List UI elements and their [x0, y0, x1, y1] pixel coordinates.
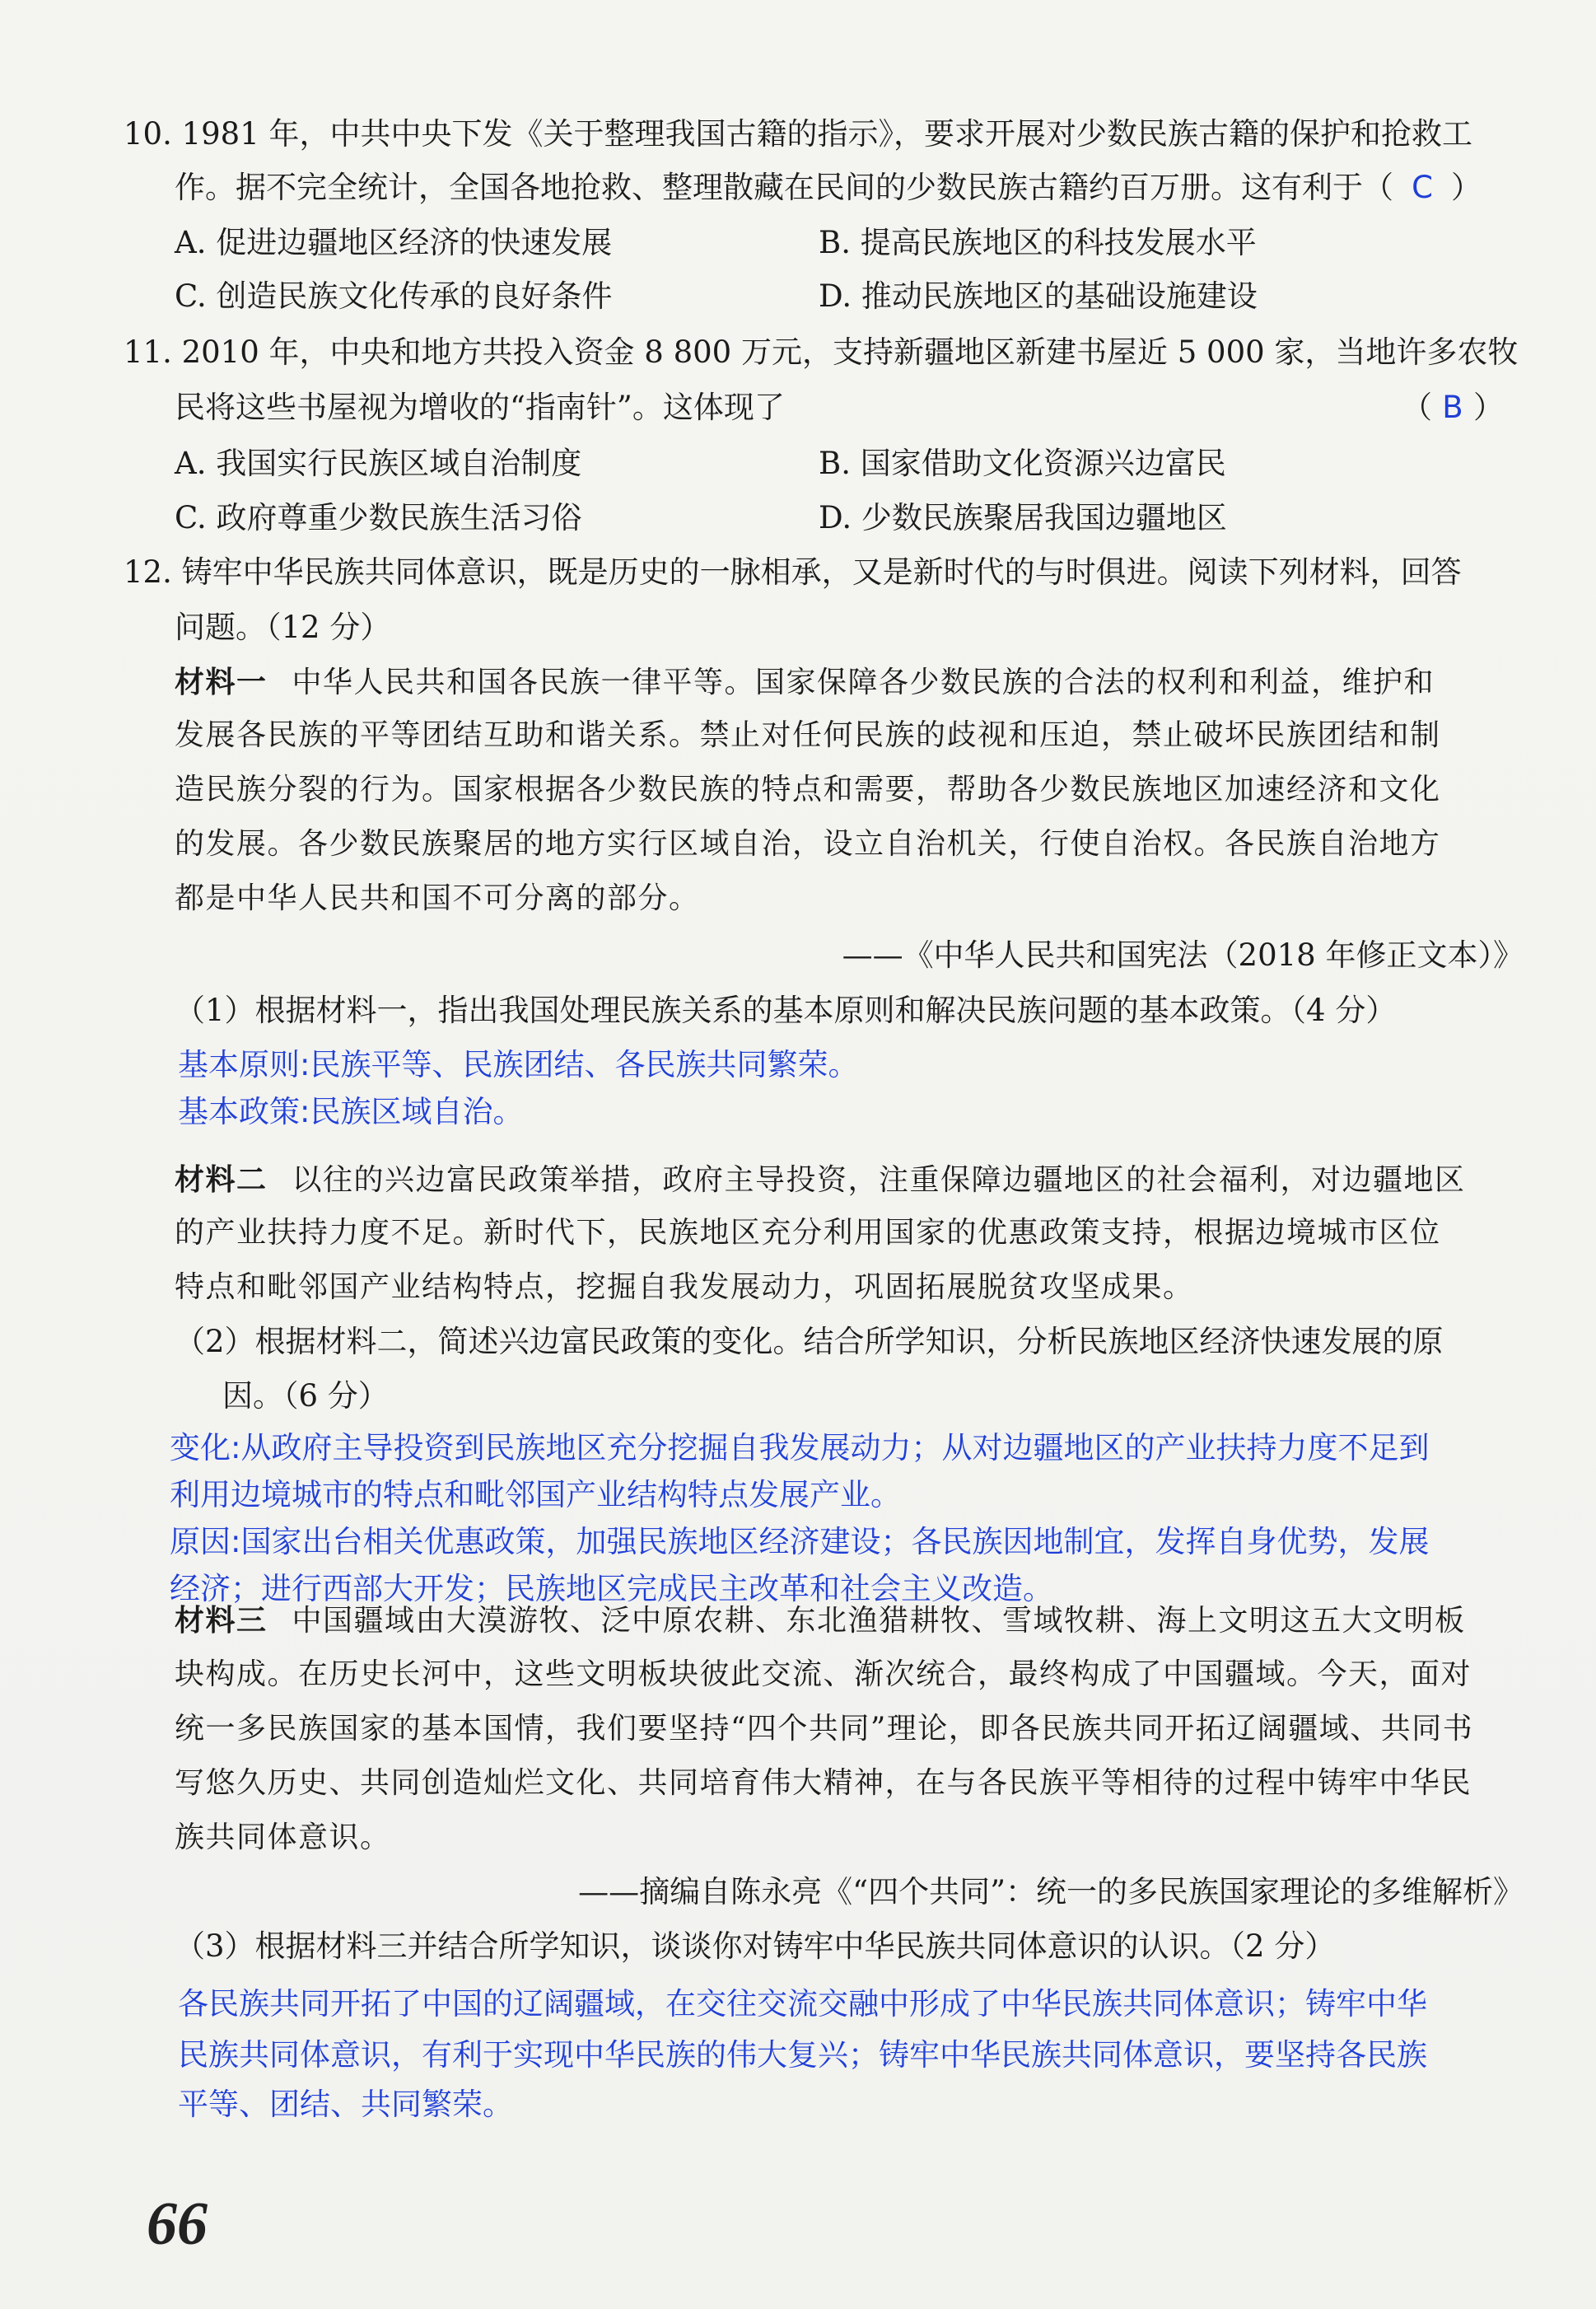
q11-option-c: C. 政府尊重少数民族生活习俗 [175, 500, 582, 535]
material2-line3: 特点和毗邻国产业结构特点，挖掘自我发展动力，巩固拓展脱贫攻坚成果。 [175, 1270, 1194, 1304]
material1-line4: 的发展。各少数民族聚居的地方实行区域自治，设立自治机关，行使自治权。各民族自治地方 [175, 827, 1441, 861]
material2-line1 [175, 1159, 1466, 1201]
q10-option-b: B. 提高民族地区的科技发展水平 [819, 225, 1257, 260]
q10-option-c: C. 创造民族文化传承的良好条件 [175, 278, 613, 314]
q11-answer-bracket [1402, 387, 1504, 428]
material1-line5: 都是中华人民共和国不可分离的部分。 [175, 881, 700, 915]
material3-source: ——摘编自陈永亮《“四个共同”：统一的多民族国家理论的多维解析》 [578, 1874, 1524, 1909]
subquestion-3: （3）根据材料三并结合所学知识，谈谈你对铸牢中华民族共同体意识的认识。（2 分） [175, 1928, 1336, 1964]
material1-label: 材料一 [175, 665, 268, 699]
subquestion-2-line2: 因。（6 分） [222, 1378, 389, 1414]
material1-line2: 发展各民族的平等团结互助和谐关系。禁止对任何民族的歧视和压迫，禁止破坏民族团结和制 [175, 718, 1441, 752]
answer-2-line4: 经济；进行西部大开发；民族地区完成民主改革和社会主义改造。 [170, 1571, 1053, 1606]
material1-line3: 造民族分裂的行为。国家根据各少数民族的特点和需要，帮助各少数民族地区加速经济和文化 [175, 773, 1441, 806]
q10-paren-close: ） [1451, 170, 1482, 205]
material3-line4: 写悠久历史、共同创造灿烂文化、共同培育伟大精神，在与各民族平等相待的过程中铸牢中华民 [175, 1766, 1472, 1800]
q11-option-d: D. 少数民族聚居我国边疆地区 [819, 500, 1227, 535]
q11-stem-line2: 民将这些书屋视为增收的“指南针”。这体现了 [175, 390, 785, 425]
material3-line5: 族共同体意识。 [175, 1821, 391, 1854]
q12-stem-line2: 问题。（12 分） [175, 610, 391, 645]
subquestion-2-line1: （2）根据材料二，简述兴边富民政策的变化。结合所学知识，分析民族地区经济快速发展的原 [175, 1324, 1444, 1359]
answer-3-line3: 平等、团结、共同繁荣。 [178, 2087, 513, 2122]
q10-stem-line1: 10. 1981 年，中共中央下发《关于整理我国古籍的指示》，要求开展对少数民族古籍的保护和抢救工 [124, 116, 1473, 152]
answer-1-line2: 基本政策:民族区域自治。 [178, 1094, 524, 1129]
q11-paren-close: ） [1473, 390, 1504, 425]
q10-option-d: D. 推动民族地区的基础设施建设 [819, 278, 1258, 314]
material1-source: ——《中华人民共和国宪法（2018 年修正文本）》 [842, 937, 1524, 973]
material3-text: 中国疆域由大漠游牧、泛中原农耕、东北渔猎耕牧、雪域牧耕、海上文明这五大文明板 [292, 1604, 1466, 1638]
answer-3-line2: 民族共同体意识，有利于实现中华民族的伟大复兴；铸牢中华民族共同体意识，要坚持各民族 [178, 2037, 1427, 2073]
q10-stem-text: 作。据不完全统计，全国各地抢救、整理散藏在民间的少数民族古籍约百万册。这有利于（ [175, 170, 1393, 205]
subquestion-1: （1）根据材料一，指出我国处理民族关系的基本原则和解决民族问题的基本政策。（4 分） [175, 993, 1397, 1028]
material1-line1 [175, 661, 1435, 703]
answer-3-line1: 各民族共同开拓了中国的辽阔疆域，在交往交流交融中形成了中华民族共同体意识；铸牢中华 [178, 1986, 1427, 2022]
material2-line2: 的产业扶持力度不足。新时代下，民族地区充分利用国家的优惠政策支持，根据边境城市区位 [175, 1216, 1441, 1250]
q11-answer: B [1442, 390, 1463, 425]
material3-label: 材料三 [175, 1603, 268, 1638]
q12-stem-line1: 12. 铸牢中华民族共同体意识，既是历史的一脉相承，又是新时代的与时俱进。阅读下列材料，回答 [124, 554, 1462, 590]
q11-stem-line1: 11. 2010 年，中央和地方共投入资金 8 800 万元，支持新疆地区新建书屋近 5 000 家，当地许多农牧 [124, 334, 1519, 370]
q11-paren-open: （ [1402, 390, 1432, 425]
answer-2-line3: 原因:国家出台相关优惠政策，加强民族地区经济建设；各民族因地制宜，发挥自身优势，发展 [170, 1524, 1430, 1559]
material3-line3: 统一多民族国家的基本国情，我们要坚持“四个共同”理论，即各民族共同开拓辽阔疆域、共同书 [175, 1712, 1474, 1746]
answer-2-line2: 利用边境城市的特点和毗邻国产业结构特点发展产业。 [170, 1477, 901, 1512]
material1-text: 中华人民共和国各民族一律平等。国家保障各少数民族的合法的权利和利益，维护和 [292, 666, 1435, 699]
q10-option-a: A. 促进边疆地区经济的快速发展 [175, 225, 613, 260]
q10-answer: C [1412, 170, 1433, 205]
page-number: 66 [147, 2190, 208, 2258]
q11-option-a: A. 我国实行民族区域自治制度 [175, 446, 582, 481]
answer-2-line1: 变化:从政府主导投资到民族地区充分挖掘自我发展动力；从对边疆地区的产业扶持力度不足到 [170, 1430, 1430, 1465]
material2-label: 材料二 [175, 1162, 268, 1197]
q11-option-b: B. 国家借助文化资源兴边富民 [819, 446, 1226, 481]
material2-text: 以往的兴边富民政策举措，政府主导投资，注重保障边疆地区的社会福利，对边疆地区 [292, 1163, 1466, 1197]
material3-line1 [175, 1600, 1466, 1642]
q10-stem-line2 [175, 167, 1482, 208]
answer-1-line1: 基本原则:民族平等、民族团结、各民族共同繁荣。 [178, 1047, 859, 1082]
material3-line2: 块构成。在历史长河中，这些文明板块彼此交流、渐次统合，最终构成了中国疆域。今天，面对 [175, 1657, 1472, 1691]
